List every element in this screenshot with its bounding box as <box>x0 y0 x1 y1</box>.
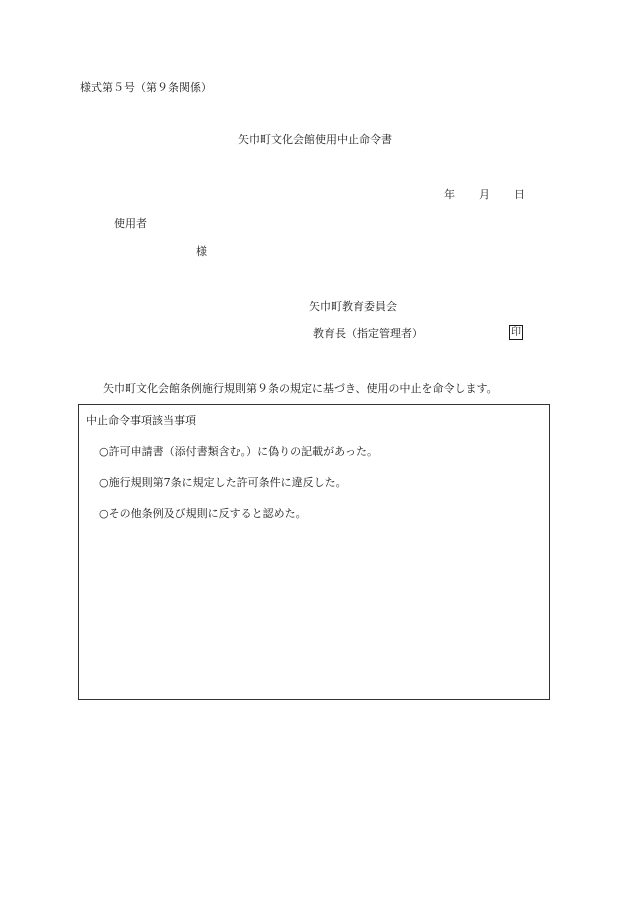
reasons-heading: 中止命令事項該当事項 <box>86 414 196 427</box>
reason-item: ○許可申請書（添付書類含む。）に偽りの記載があった。 <box>99 445 378 458</box>
reasons-box <box>78 404 550 700</box>
date-year-label: 年 <box>444 188 455 201</box>
date-line <box>444 189 525 200</box>
issuer-organization: 矢巾町教育委員会 <box>309 300 397 313</box>
issuer-title: 教育長（指定管理者） <box>313 327 423 340</box>
date-day-label: 日 <box>514 188 525 201</box>
reason-item: ○その他条例及び規則に反すると認めた。 <box>99 507 307 520</box>
body-text: 矢巾町文化会館条例施行規則第９条の規定に基づき、使用の中止を命令します。 <box>103 382 498 395</box>
recipient-label: 使用者 <box>114 217 147 230</box>
date-month-label: 月 <box>479 188 490 201</box>
reason-item: ○施行規則第7条に規定した許可条件に違反した。 <box>99 476 347 489</box>
recipient-honorific: 様 <box>196 245 207 258</box>
seal-mark: 印 <box>511 327 521 338</box>
document-title: 矢巾町文化会館使用中止命令書 <box>238 133 392 146</box>
form-number: 様式第５号（第９条関係） <box>80 81 212 94</box>
